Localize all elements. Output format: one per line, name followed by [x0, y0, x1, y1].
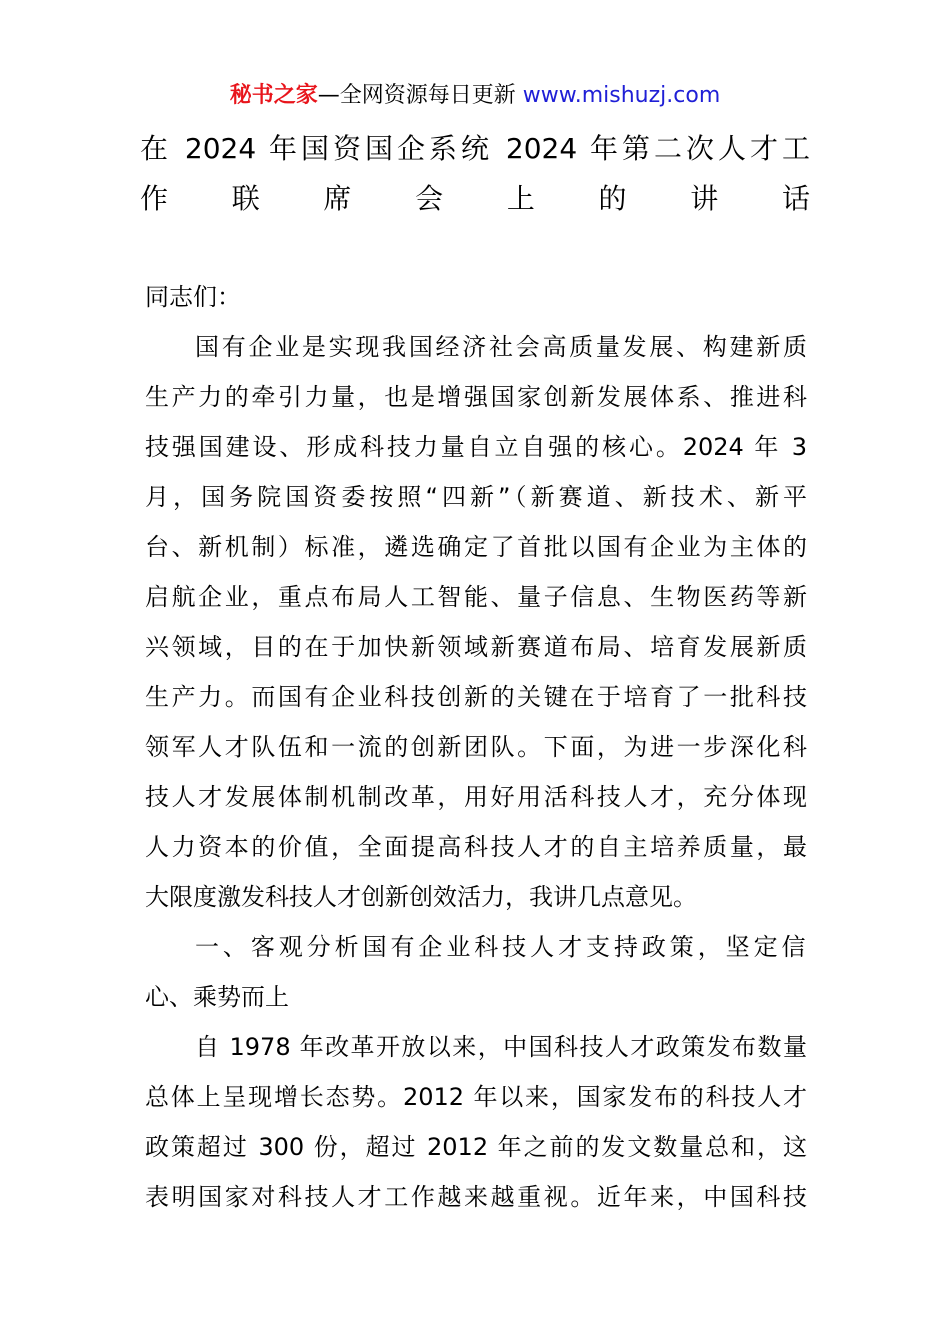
site-brand: 秘书之家	[229, 83, 318, 108]
text-line: 技人才发展体制机制改革，用好用活科技人才，充分体现	[145, 783, 807, 811]
paragraph	[145, 1022, 807, 1222]
text-line: 月，国务院国资委按照“四新”（新赛道、新技术、新平	[145, 483, 807, 511]
text-line: 自 1978 年改革开放以来，中国科技人才政策发布数量	[195, 1033, 807, 1061]
section-heading	[145, 922, 807, 1022]
document-title	[140, 126, 810, 226]
text-line: 启航企业，重点布局人工智能、量子信息、生物医药等新	[145, 583, 807, 611]
heading-line: 心、乘势而上	[145, 983, 289, 1011]
site-url-link[interactable]: www.mishuzj.com	[522, 83, 721, 108]
text-line: 台、新机制）标准，遴选确定了首批以国有企业为主体的	[145, 533, 807, 561]
text-line: 生产力。而国有企业科技创新的关键在于培育了一批科技	[145, 683, 807, 711]
heading-line: 一、客观分析国有企业科技人才支持政策，坚定信	[195, 933, 807, 961]
text-line: 兴领域，目的在于加快新领域新赛道布局、培育发展新质	[145, 633, 807, 661]
greeting: 同志们：	[145, 283, 241, 311]
text-line: 人力资本的价值，全面提高科技人才的自主培养质量，最	[145, 833, 807, 861]
text-line: 总体上呈现增长态势。2012 年以来，国家发布的科技人才	[145, 1083, 807, 1111]
title-line: 在 2024 年国资国企系统 2024 年第二次人才工	[140, 132, 810, 165]
text-line: 大限度激发科技人才创新创效活力，我讲几点意见。	[145, 883, 697, 911]
text-line: 生产力的牵引力量，也是增强国家创新发展体系、推进科	[145, 383, 807, 411]
text-line: 政策超过 300 份，超过 2012 年之前的发文数量总和，这	[145, 1133, 807, 1161]
text-line: 表明国家对科技人才工作越来越重视。近年来，中国科技	[145, 1183, 807, 1211]
paragraph	[145, 322, 807, 922]
text-line: 技强国建设、形成科技力量自立自强的核心。2024 年 3	[145, 433, 807, 461]
document-body	[145, 272, 807, 1222]
text-line: 领军人才队伍和一流的创新团队。下面，为进一步深化科	[145, 733, 807, 761]
site-header	[0, 80, 950, 112]
text-line: 国有企业是实现我国经济社会高质量发展、构建新质	[195, 333, 807, 361]
header-tagline: —全网资源每日更新	[317, 83, 523, 108]
title-line: 作联席会上的讲话	[140, 182, 810, 215]
